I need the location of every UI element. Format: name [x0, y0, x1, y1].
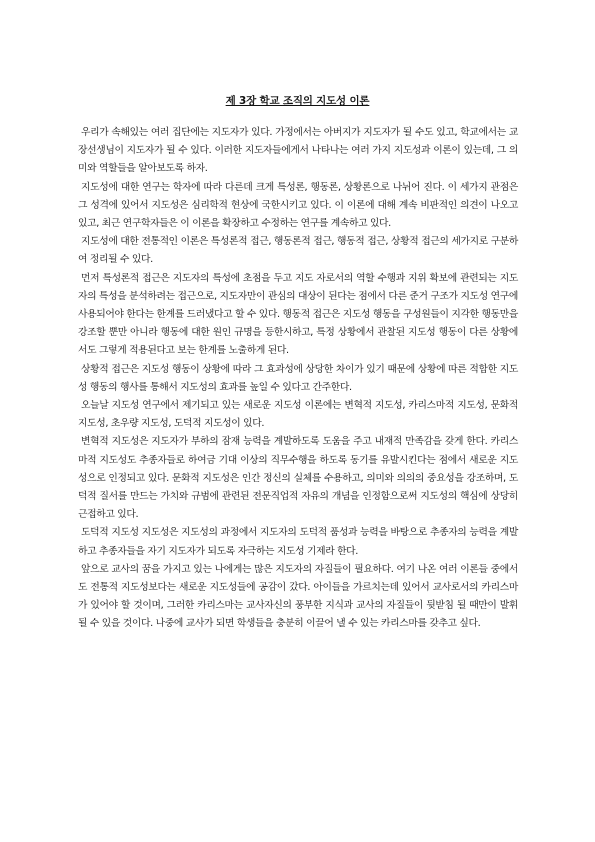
paragraph: 먼저 특성론적 접근은 지도자의 특성에 초점을 두고 지도 자로서의 역할 수행과 지위 확보에 관련되는 지도자의 특성을 분석하려는 접근으로, 지도자만이 관심의 대상이 된다는 점에서 다른 준거 구조가 지도성 연구에 사용되어야 한다는 한계를 드러냈다고 할 수 있다. 행동적 접근은 지도성 행동을 구성원들이 지각한 행동만을 강조할 뿐만 아니라 행동에 대한 원인 규명을 등한시하고, 특정 상황에서 관찰된 지도성 행동이 다른 상황에서도 그렇게 적용된다고 보는 한계를 노출하게 된다.: [78, 272, 518, 357]
paragraph: 변혁적 지도성은 지도자가 부하의 잠재 능력을 계발하도록 도움을 주고 내재적 만족감을 갖게 한다. 카리스마적 지도성도 추종자들로 하여금 기대 이상의 직무수행을 하도록 동기를 유발시킨다는 점에서 새로운 지도성으로 인정되고 있다. 문화적 지도성은 인간 정신의 실체를 수용하고, 의미와 의의의 중요성을 강조하며, 도덕적 질서를 만드는 가치와 규범에 관련된 전문직업적 자유의 개념을 인정함으로써 지도성의 핵심에 상당히 근접하고 있다.: [78, 436, 518, 521]
paragraph: 지도성에 대한 전통적인 이론은 특성론적 접근, 행동론적 접근, 행동적 접근, 상황적 접근의 세가지로 구분하여 정리될 수 있다.: [78, 236, 518, 266]
paragraph: 오늘날 지도성 연구에서 제기되고 있는 새로운 지도성 이론에는 변혁적 지도성, 카리스마적 지도성, 문화적 지도성, 초우량 지도성, 도덕적 지도성이 있다.: [78, 400, 518, 430]
paragraph: 도덕적 지도성 지도성은 지도성의 과정에서 지도자의 도덕적 품성과 능력을 바탕으로 추종자의 능력을 계발하고 추종자들을 자기 지도자가 되도록 자극하는 지도성 기제라 한다.: [78, 527, 518, 557]
page-title: 제 3장 학교 조직의 지도성 이론: [225, 95, 370, 107]
paragraph: 상황적 접근은 지도성 행동이 상황에 따라 그 효과성에 상당한 차이가 있기 때문에 상황에 따른 적합한 지도성 행동의 행사를 통해서 지도성의 효과를 높일 수 있다고 간주한다.: [78, 363, 518, 393]
body-text: [78, 124, 518, 634]
paragraph: 지도성에 대한 연구는 학자에 따라 다른데 크게 특성론, 행동론, 상황론으로 나뉘어 진다. 이 세가지 관점은 그 성격에 있어서 지도성은 심리학적 현상에 국한시키고 있다. 이 이론에 대해 계속 비판적인 의견이 나오고 있고, 최근 연구학자들은 이 이론을 확장하고 수정하는 연구를 계속하고 있다.: [78, 181, 518, 230]
paragraph: 우리가 속해있는 여러 집단에는 지도자가 있다. 가정에서는 아버지가 지도자가 될 수도 있고, 학교에서는 교장선생님이 지도자가 될 수 있다. 이러한 지도자들에게서 나타나는 여러 가지 지도성과 이론이 있는데, 그 의미와 역할들을 알아보도록 하자.: [78, 127, 518, 175]
paragraph: 앞으로 교사의 꿈을 가지고 있는 나에게는 많은 지도자의 자질들이 필요하다. 여기 나온 여러 이론들 중에서도 전통적 지도성보다는 새로운 지도성들에 공감이 갔다. 아이들을 가르치는데 있어서 교사로서의 카리스마가 있어야 할 것이며, 그러한 카리스마는 교사자신의 풍부한 지식과 교사의 자질들이 뒷받침 될 때만이 발휘될 수 있을 것이다. 나중에 교사가 되면 학생들을 충분히 이끌어 낼 수 있는 카리스마를 갖추고 싶다.: [78, 563, 518, 630]
